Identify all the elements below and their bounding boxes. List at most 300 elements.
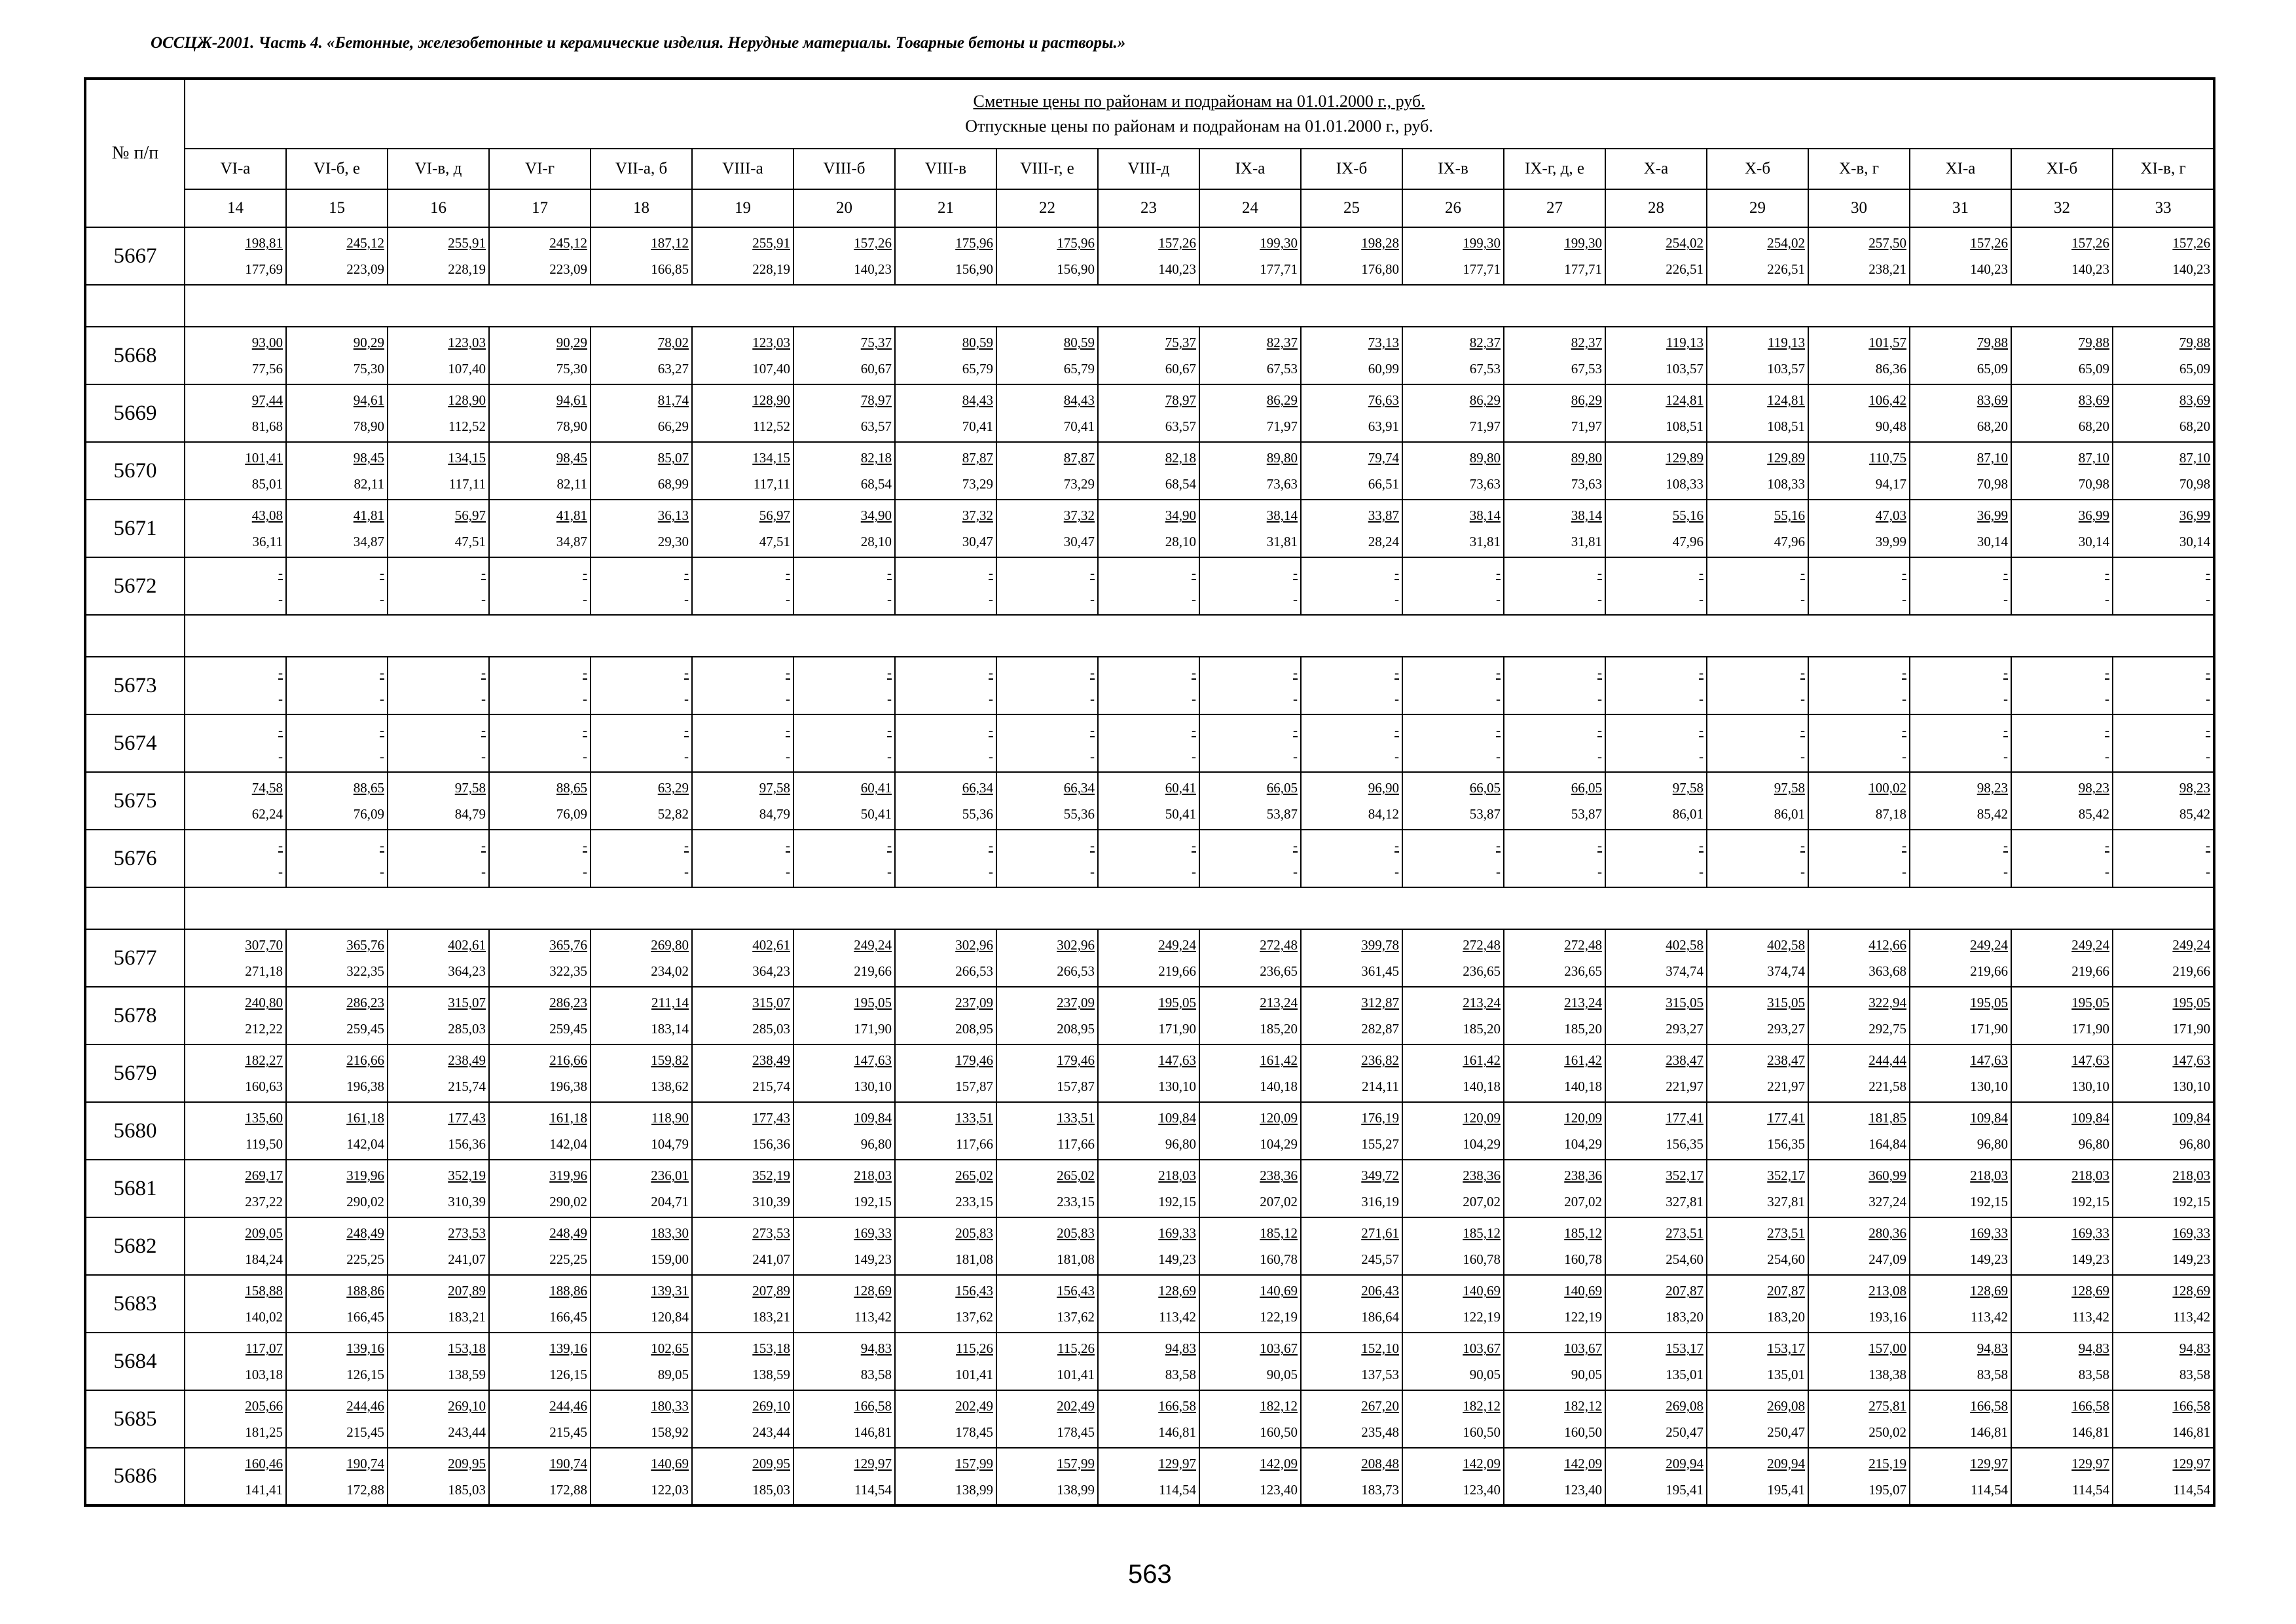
release-price: 185,20 <box>1564 1021 1602 1037</box>
estimated-price: 86,29 <box>1266 392 1298 408</box>
estimated-price: 89,80 <box>1266 450 1298 466</box>
release-price: 236,65 <box>1463 963 1501 979</box>
estimated-price: 238,47 <box>1666 1052 1704 1068</box>
estimated-price: 98,23 <box>2078 780 2109 796</box>
release-price: 120,84 <box>651 1309 689 1325</box>
estimated-price: 128,69 <box>1158 1283 1196 1299</box>
estimated-price: - <box>1597 722 1602 738</box>
price-cell <box>2011 384 2113 442</box>
estimated-price: 82,37 <box>1571 335 1602 350</box>
estimated-price: 87,10 <box>2078 450 2109 466</box>
price-cell <box>1402 1275 1504 1333</box>
estimated-price: 198,81 <box>245 235 283 251</box>
estimated-price: 185,12 <box>1260 1225 1298 1241</box>
region-header: IX-в <box>1402 149 1504 189</box>
release-price: 140,18 <box>1260 1079 1298 1094</box>
estimated-price: 41,81 <box>556 507 587 523</box>
price-cell <box>1199 227 1301 285</box>
release-price: 122,19 <box>1463 1309 1501 1325</box>
estimated-price: 109,84 <box>854 1110 892 1126</box>
estimated-price: - <box>278 722 283 738</box>
estimated-price: 269,08 <box>1767 1398 1805 1414</box>
price-cell <box>1504 657 1605 714</box>
release-price: 285,03 <box>448 1021 486 1037</box>
estimated-price: 236,82 <box>1361 1052 1399 1068</box>
estimated-price: 79,74 <box>1368 450 1399 466</box>
release-price: 250,47 <box>1666 1424 1704 1440</box>
estimated-price: - <box>278 565 283 581</box>
price-cell <box>388 442 489 500</box>
estimated-price: 269,10 <box>448 1398 486 1414</box>
estimated-price: - <box>1394 665 1399 680</box>
estimated-price: - <box>481 565 486 581</box>
price-cell <box>2113 227 2214 285</box>
estimated-price: 93,00 <box>251 335 283 350</box>
estimated-price: - <box>583 565 587 581</box>
release-price: 185,03 <box>448 1481 486 1498</box>
release-price: 83,58 <box>1165 1367 1196 1382</box>
release-price: 140,18 <box>1564 1079 1602 1094</box>
estimated-price: 84,43 <box>1063 392 1095 408</box>
estimated-price: 97,58 <box>454 780 486 796</box>
price-cell <box>1504 227 1605 285</box>
release-price: 160,78 <box>1260 1251 1298 1267</box>
estimated-price: 128,69 <box>854 1283 892 1299</box>
price-cell <box>1402 1044 1504 1102</box>
estimated-price: 182,27 <box>245 1052 283 1068</box>
release-price: - <box>786 591 790 607</box>
estimated-price: 182,12 <box>1260 1398 1298 1414</box>
release-price: 39,99 <box>1875 534 1906 549</box>
price-cell <box>895 1390 996 1448</box>
estimated-price: 169,33 <box>854 1225 892 1241</box>
release-price: 89,05 <box>657 1367 689 1382</box>
estimated-price: 302,96 <box>955 937 993 953</box>
release-price: 204,71 <box>651 1194 689 1209</box>
estimated-price: 128,69 <box>2071 1283 2109 1299</box>
price-cell <box>286 657 388 714</box>
release-price: 103,18 <box>245 1367 283 1382</box>
estimated-price: - <box>2206 722 2211 738</box>
row-number: 5683 <box>85 1275 185 1333</box>
price-cell <box>1910 1160 2011 1217</box>
estimated-price: - <box>2206 665 2211 680</box>
price-cell <box>2011 1333 2113 1390</box>
estimated-price: 140,69 <box>1564 1283 1602 1299</box>
price-cell <box>1402 1102 1504 1160</box>
price-cell <box>388 500 489 557</box>
price-cell <box>1707 987 1808 1044</box>
price-cell <box>185 442 286 500</box>
release-price: 130,10 <box>1970 1079 2008 1094</box>
price-cell <box>286 557 388 615</box>
price-cell <box>996 1275 1098 1333</box>
price-cell <box>1605 1160 1707 1217</box>
price-cell <box>1605 500 1707 557</box>
price-cell <box>1910 557 2011 615</box>
release-price: 82,11 <box>354 476 384 492</box>
estimated-price: 166,58 <box>2071 1398 2109 1414</box>
price-cell <box>2113 714 2214 772</box>
estimated-price: - <box>1902 722 1906 738</box>
estimated-price: 269,80 <box>651 937 689 953</box>
estimated-price: 109,84 <box>2172 1110 2211 1126</box>
release-price: 185,20 <box>1463 1021 1501 1037</box>
separator-cell <box>85 615 185 657</box>
price-cell <box>1504 1275 1605 1333</box>
estimated-price: 36,99 <box>1977 507 2008 523</box>
price-cell <box>1707 442 1808 500</box>
release-price: - <box>1496 748 1501 764</box>
price-cell <box>1605 1102 1707 1160</box>
estimated-price: 267,20 <box>1361 1398 1399 1414</box>
release-price: 68,20 <box>2179 418 2211 434</box>
estimated-price: 199,30 <box>1564 235 1602 251</box>
release-price: 63,57 <box>1165 418 1196 434</box>
price-cell <box>1707 657 1808 714</box>
price-cell <box>1504 1390 1605 1448</box>
price-cell <box>895 830 996 887</box>
price-cell <box>388 1333 489 1390</box>
release-price: 192,15 <box>854 1194 892 1209</box>
release-price: 327,81 <box>1666 1194 1704 1209</box>
price-cell <box>895 442 996 500</box>
price-cell <box>591 1160 692 1217</box>
estimated-price: 190,74 <box>549 1455 587 1471</box>
price-cell <box>996 772 1098 830</box>
column-number: 33 <box>2113 189 2214 227</box>
price-cell <box>1301 929 1402 987</box>
release-price: 183,14 <box>651 1021 689 1037</box>
estimated-price: 249,24 <box>1970 937 2008 953</box>
region-header: IX-б <box>1301 149 1402 189</box>
price-cell <box>1605 327 1707 384</box>
region-header: VIII-д <box>1098 149 1199 189</box>
estimated-price: 129,97 <box>1970 1455 2008 1471</box>
row-number: 5680 <box>85 1102 185 1160</box>
estimated-price: 238,36 <box>1260 1168 1298 1183</box>
price-cell <box>286 714 388 772</box>
release-price: - <box>1293 591 1298 607</box>
price-cell <box>2113 442 2214 500</box>
estimated-price: 118,90 <box>651 1110 689 1126</box>
release-price: 28,10 <box>860 534 892 549</box>
price-cell <box>591 1275 692 1333</box>
release-price: 236,65 <box>1260 963 1298 979</box>
release-price: - <box>278 691 283 707</box>
estimated-price: 33,87 <box>1368 507 1399 523</box>
estimated-price: 43,08 <box>251 507 283 523</box>
price-cell <box>591 657 692 714</box>
release-price: 30,47 <box>962 534 993 549</box>
release-price: 135,01 <box>1767 1367 1805 1382</box>
estimated-price: 153,17 <box>1767 1340 1805 1356</box>
estimated-price: 78,97 <box>860 392 892 408</box>
release-price: - <box>278 748 283 764</box>
estimated-price: 73,13 <box>1368 335 1399 350</box>
price-cell <box>185 1448 286 1505</box>
estimated-price: 159,82 <box>651 1052 689 1068</box>
estimated-price: 218,03 <box>854 1168 892 1183</box>
estimated-price: 124,81 <box>1767 392 1805 408</box>
price-cell <box>2113 1217 2214 1275</box>
release-price: 137,53 <box>1361 1367 1399 1382</box>
release-price: - <box>684 591 689 607</box>
estimated-price: 94,83 <box>2179 1340 2211 1356</box>
price-cell <box>793 1390 895 1448</box>
estimated-price: - <box>1394 565 1399 581</box>
estimated-price: 153,18 <box>448 1340 486 1356</box>
price-cell <box>388 1160 489 1217</box>
price-cell <box>1504 830 1605 887</box>
release-price: 250,02 <box>1868 1424 1906 1440</box>
estimated-price: 213,08 <box>1868 1283 1906 1299</box>
release-price: - <box>1496 691 1501 707</box>
release-price: 192,15 <box>2172 1194 2211 1209</box>
row-number: 5686 <box>85 1448 185 1505</box>
release-price: 290,02 <box>549 1194 587 1209</box>
release-price: 237,22 <box>245 1194 283 1209</box>
estimated-price: 238,49 <box>448 1052 486 1068</box>
estimated-price: 402,58 <box>1767 937 1805 953</box>
estimated-price: 216,66 <box>549 1052 587 1068</box>
price-cell <box>1707 1217 1808 1275</box>
estimated-price: - <box>380 838 384 853</box>
estimated-price: 207,89 <box>752 1283 790 1299</box>
price-cell <box>591 714 692 772</box>
release-price: 219,66 <box>2071 963 2109 979</box>
price-cell <box>489 442 591 500</box>
release-price: 73,63 <box>1469 476 1501 492</box>
estimated-price: 38,14 <box>1266 507 1298 523</box>
estimated-price: 187,12 <box>651 235 689 251</box>
row-number: 5677 <box>85 929 185 987</box>
release-price: 101,41 <box>955 1367 993 1382</box>
release-price: 149,23 <box>854 1251 892 1267</box>
price-cell <box>895 772 996 830</box>
estimated-price: 89,80 <box>1469 450 1501 466</box>
region-header-row <box>85 149 2214 189</box>
price-cell <box>591 772 692 830</box>
release-price: 192,15 <box>1970 1194 2008 1209</box>
release-price: - <box>2105 591 2109 607</box>
price-cell <box>996 557 1098 615</box>
price-cell <box>388 714 489 772</box>
estimated-price: 244,44 <box>1868 1052 1906 1068</box>
release-price: 103,57 <box>1666 361 1704 377</box>
release-price: 62,24 <box>251 806 283 822</box>
release-price: 107,40 <box>448 361 486 377</box>
column-number: 22 <box>996 189 1098 227</box>
price-cell <box>489 657 591 714</box>
release-price: 137,62 <box>1057 1309 1095 1325</box>
estimated-price: 315,05 <box>1767 995 1805 1010</box>
release-price: 47,96 <box>1672 534 1704 549</box>
price-cell <box>1605 714 1707 772</box>
release-price: 172,88 <box>549 1481 587 1498</box>
release-price: 221,58 <box>1868 1079 1906 1094</box>
column-number-row <box>85 189 2214 227</box>
price-cell <box>2113 657 2214 714</box>
estimated-price: 86,29 <box>1571 392 1602 408</box>
price-cell <box>185 384 286 442</box>
price-cell <box>895 1217 996 1275</box>
estimated-price: 238,36 <box>1463 1168 1501 1183</box>
price-cell <box>591 929 692 987</box>
price-cell <box>489 1102 591 1160</box>
release-price: 34,87 <box>353 534 384 549</box>
separator-cell <box>185 615 2214 657</box>
estimated-price: 236,01 <box>651 1168 689 1183</box>
estimated-price: 142,09 <box>1564 1455 1602 1471</box>
estimated-price: 66,05 <box>1469 780 1501 796</box>
price-cell <box>1605 830 1707 887</box>
price-cell <box>1605 987 1707 1044</box>
estimated-price: 123,03 <box>752 335 790 350</box>
release-price: 160,78 <box>1463 1251 1501 1267</box>
price-cell <box>2113 1102 2214 1160</box>
price-cell <box>1605 227 1707 285</box>
estimated-price: - <box>684 838 689 853</box>
estimated-price: 142,09 <box>1260 1455 1298 1471</box>
estimated-price: 199,30 <box>1463 235 1501 251</box>
price-cell <box>1301 384 1402 442</box>
release-price: - <box>989 591 993 607</box>
release-price: 223,09 <box>346 261 384 277</box>
price-cell <box>1605 657 1707 714</box>
release-price: 310,39 <box>448 1194 486 1209</box>
column-number: 30 <box>1808 189 1910 227</box>
price-cell <box>489 772 591 830</box>
release-price: 68,99 <box>657 476 689 492</box>
release-price: 84,12 <box>1368 806 1399 822</box>
estimated-price: 94,83 <box>1165 1340 1196 1356</box>
price-cell <box>1808 227 1910 285</box>
table-row <box>85 1333 2214 1390</box>
release-price: 68,20 <box>1977 418 2008 434</box>
estimated-price: - <box>481 722 486 738</box>
estimated-price: 139,31 <box>651 1283 689 1299</box>
estimated-price: 153,17 <box>1666 1340 1704 1356</box>
estimated-price: 66,34 <box>962 780 993 796</box>
estimated-price: 286,23 <box>549 995 587 1010</box>
estimated-price: 249,24 <box>2172 937 2211 953</box>
estimated-price: 128,69 <box>1970 1283 2008 1299</box>
estimated-price: - <box>1090 722 1095 738</box>
estimated-price: 198,28 <box>1361 235 1399 251</box>
estimated-price: - <box>1902 665 1906 680</box>
estimated-price: - <box>1293 665 1298 680</box>
estimated-price: 269,10 <box>752 1398 790 1414</box>
release-price: 28,10 <box>1165 534 1196 549</box>
estimated-price: 209,94 <box>1666 1455 1704 1471</box>
estimated-price: - <box>684 665 689 680</box>
estimated-price: 89,80 <box>1571 450 1602 466</box>
price-cell <box>185 227 286 285</box>
estimated-price: 399,78 <box>1361 937 1399 953</box>
estimated-price: 103,67 <box>1564 1340 1602 1356</box>
estimated-price: 90,29 <box>353 335 384 350</box>
price-cell <box>286 500 388 557</box>
price-cell <box>286 1044 388 1102</box>
release-price: 171,90 <box>1158 1021 1196 1037</box>
estimated-price: - <box>1090 838 1095 853</box>
estimated-price: 255,91 <box>448 235 486 251</box>
release-price: - <box>1394 748 1399 764</box>
release-price: - <box>1293 691 1298 707</box>
price-cell <box>489 1275 591 1333</box>
estimated-price: 94,83 <box>2078 1340 2109 1356</box>
release-price: - <box>481 864 486 879</box>
price-cell <box>2011 227 2113 285</box>
estimated-price: - <box>1192 722 1196 738</box>
price-cell <box>1402 1390 1504 1448</box>
row-number: 5674 <box>85 714 185 772</box>
estimated-price: 312,87 <box>1361 995 1399 1010</box>
estimated-price: 41,81 <box>353 507 384 523</box>
price-cell <box>1605 772 1707 830</box>
price-cell <box>1910 1044 2011 1102</box>
release-price: 141,41 <box>245 1481 283 1498</box>
release-price: 70,41 <box>1063 418 1095 434</box>
price-cell <box>1301 1275 1402 1333</box>
release-price: 75,30 <box>353 361 384 377</box>
price-cell <box>388 1448 489 1505</box>
estimated-price: 188,86 <box>346 1283 384 1299</box>
price-cell <box>996 227 1098 285</box>
estimated-price: 94,83 <box>860 1340 892 1356</box>
release-price: 140,18 <box>1463 1079 1501 1094</box>
row-number: 5684 <box>85 1333 185 1390</box>
price-cell <box>1199 1390 1301 1448</box>
estimated-price: 55,16 <box>1672 507 1704 523</box>
estimated-price: 66,05 <box>1571 780 1602 796</box>
release-price: 185,03 <box>752 1481 790 1498</box>
release-price: 215,74 <box>752 1079 790 1094</box>
release-price: 113,42 <box>2072 1309 2109 1325</box>
release-price: 157,87 <box>955 1079 993 1094</box>
release-price: 219,66 <box>1158 963 1196 979</box>
price-cell <box>895 1275 996 1333</box>
column-number: 16 <box>388 189 489 227</box>
release-price: 90,05 <box>1469 1367 1501 1382</box>
release-price: 65,09 <box>1977 361 2008 377</box>
release-price: 207,02 <box>1564 1194 1602 1209</box>
release-price: 94,17 <box>1875 476 1906 492</box>
release-price: 114,54 <box>2173 1481 2211 1498</box>
price-cell <box>1301 714 1402 772</box>
estimated-price: 179,46 <box>955 1052 993 1068</box>
release-price: - <box>786 691 790 707</box>
estimated-price: 195,05 <box>2172 995 2211 1010</box>
estimated-price: 47,03 <box>1875 507 1906 523</box>
release-price: - <box>2003 864 2008 879</box>
estimated-price: 265,02 <box>1057 1168 1095 1183</box>
price-cell <box>1707 1333 1808 1390</box>
estimated-price: - <box>2003 722 2008 738</box>
estimated-price: 188,86 <box>549 1283 587 1299</box>
release-price: 327,81 <box>1767 1194 1805 1209</box>
estimated-price: 166,58 <box>1970 1398 2008 1414</box>
price-cell <box>591 1390 692 1448</box>
release-price: - <box>1293 748 1298 764</box>
estimated-price: 166,58 <box>854 1398 892 1414</box>
release-price: - <box>1496 864 1501 879</box>
release-price: 137,62 <box>955 1309 993 1325</box>
estimated-price: - <box>989 722 993 738</box>
release-price: 117,11 <box>753 476 790 492</box>
release-price: 126,15 <box>549 1367 587 1382</box>
